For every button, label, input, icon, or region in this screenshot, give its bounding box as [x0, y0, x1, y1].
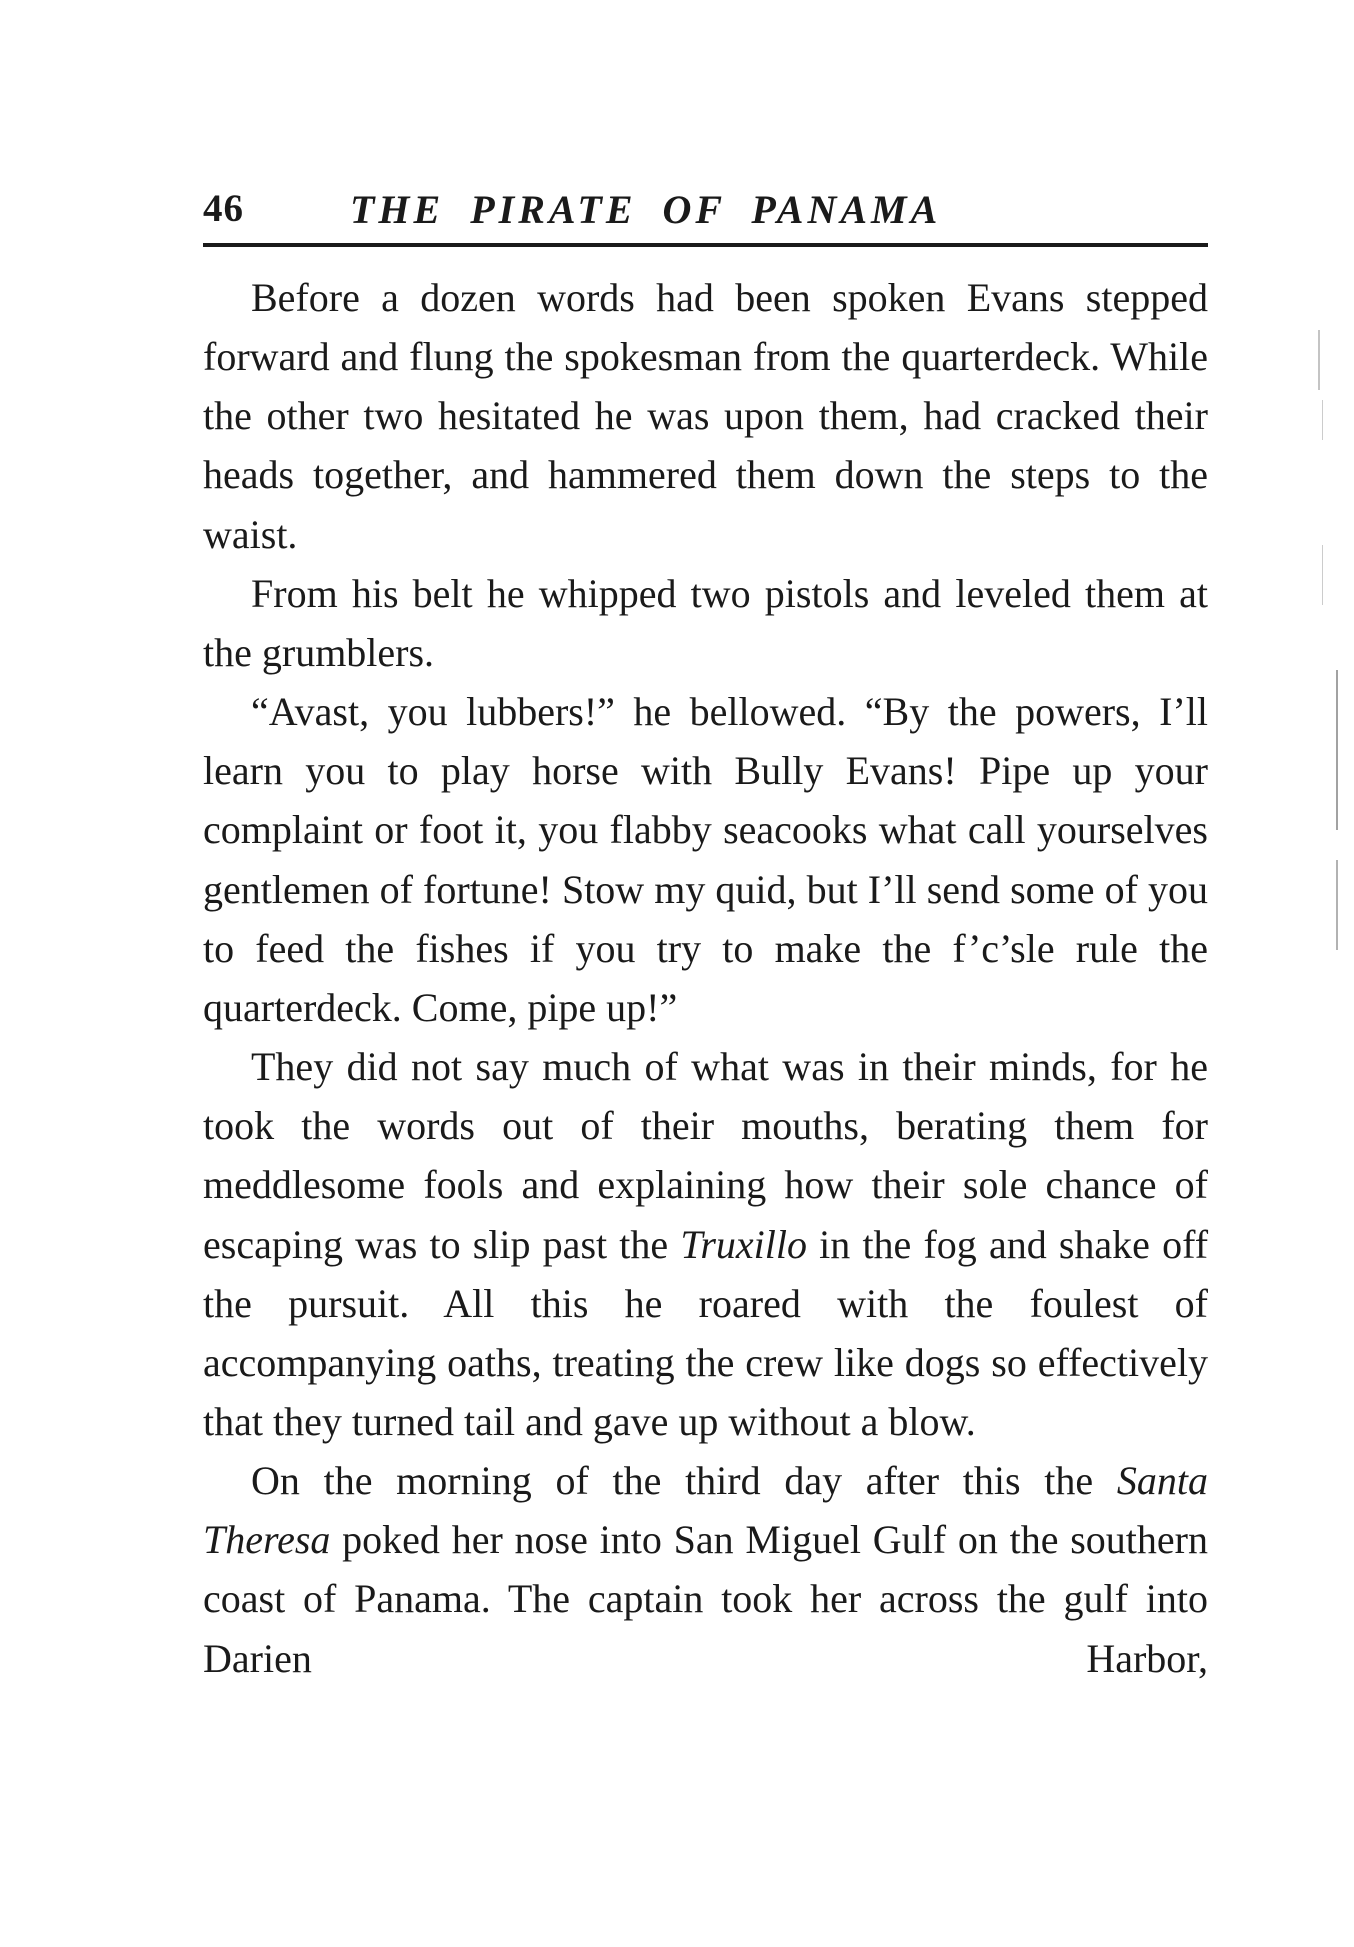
- paragraph-1: Before a dozen words had been spoken Evans stepped forward and flung the spokesman from the quarterdeck. While the other two hesitated he was upon them, had cracked their heads together, and hammered them down the steps to the waist.: [203, 275, 1208, 557]
- paragraph-4-text-end: in the fog and shake off the pursuit. All this he roared with the foulest of accompanying oaths, treating the crew like dogs so effectively that they turned tail and gave up without a blow.: [203, 1221, 1209, 1444]
- header-rule: [203, 243, 1208, 247]
- paragraph-5-text-end: poked her nose into San Miguel Gulf on the southern coast of Panama. The captain took her across the gulf into Darien Harbor,: [203, 1517, 1208, 1681]
- scan-mark: [1336, 860, 1338, 950]
- page-number: 46: [203, 187, 244, 230]
- paragraph-4-text-start: They did not say much of what was in their minds, for he took the words out of their mouths, berating them for meddlesome fools and explaining how their sole chance of escaping was to slip past the: [203, 1044, 1208, 1267]
- running-title: THE PIRATE OF PANAMA: [350, 187, 942, 232]
- ship-name-santa-theresa: Santa Theresa: [203, 1458, 1208, 1563]
- paragraph-4: [203, 1037, 1208, 1451]
- scan-mark: [1318, 330, 1320, 390]
- paragraph-2: From his belt he whipped two pistols and leveled them at the grumblers.: [203, 570, 1208, 675]
- scan-mark: [1336, 670, 1338, 830]
- paragraph-5-text-start: On the morning of the third day after this the: [251, 1458, 1117, 1504]
- paragraph-3: “Avast, you lubbers!” he bellowed. “By the powers, I’ll learn you to play horse with Bully Evans! Pipe up your complaint or foot it, you flabby seacooks what call yourselves gentlemen of fortune! Stow my quid, but I’ll send some of you to feed the fishes if you try to make the f’c’sle rule the quarterdeck. Come, pipe up!”: [203, 689, 1208, 1030]
- scan-mark: [1322, 400, 1323, 440]
- ship-name-truxillo: Truxillo: [680, 1221, 808, 1267]
- paragraph-5: [203, 1451, 1208, 1688]
- body-text: [203, 268, 1208, 1688]
- page-header: [203, 182, 1208, 240]
- scan-mark: [1322, 545, 1323, 605]
